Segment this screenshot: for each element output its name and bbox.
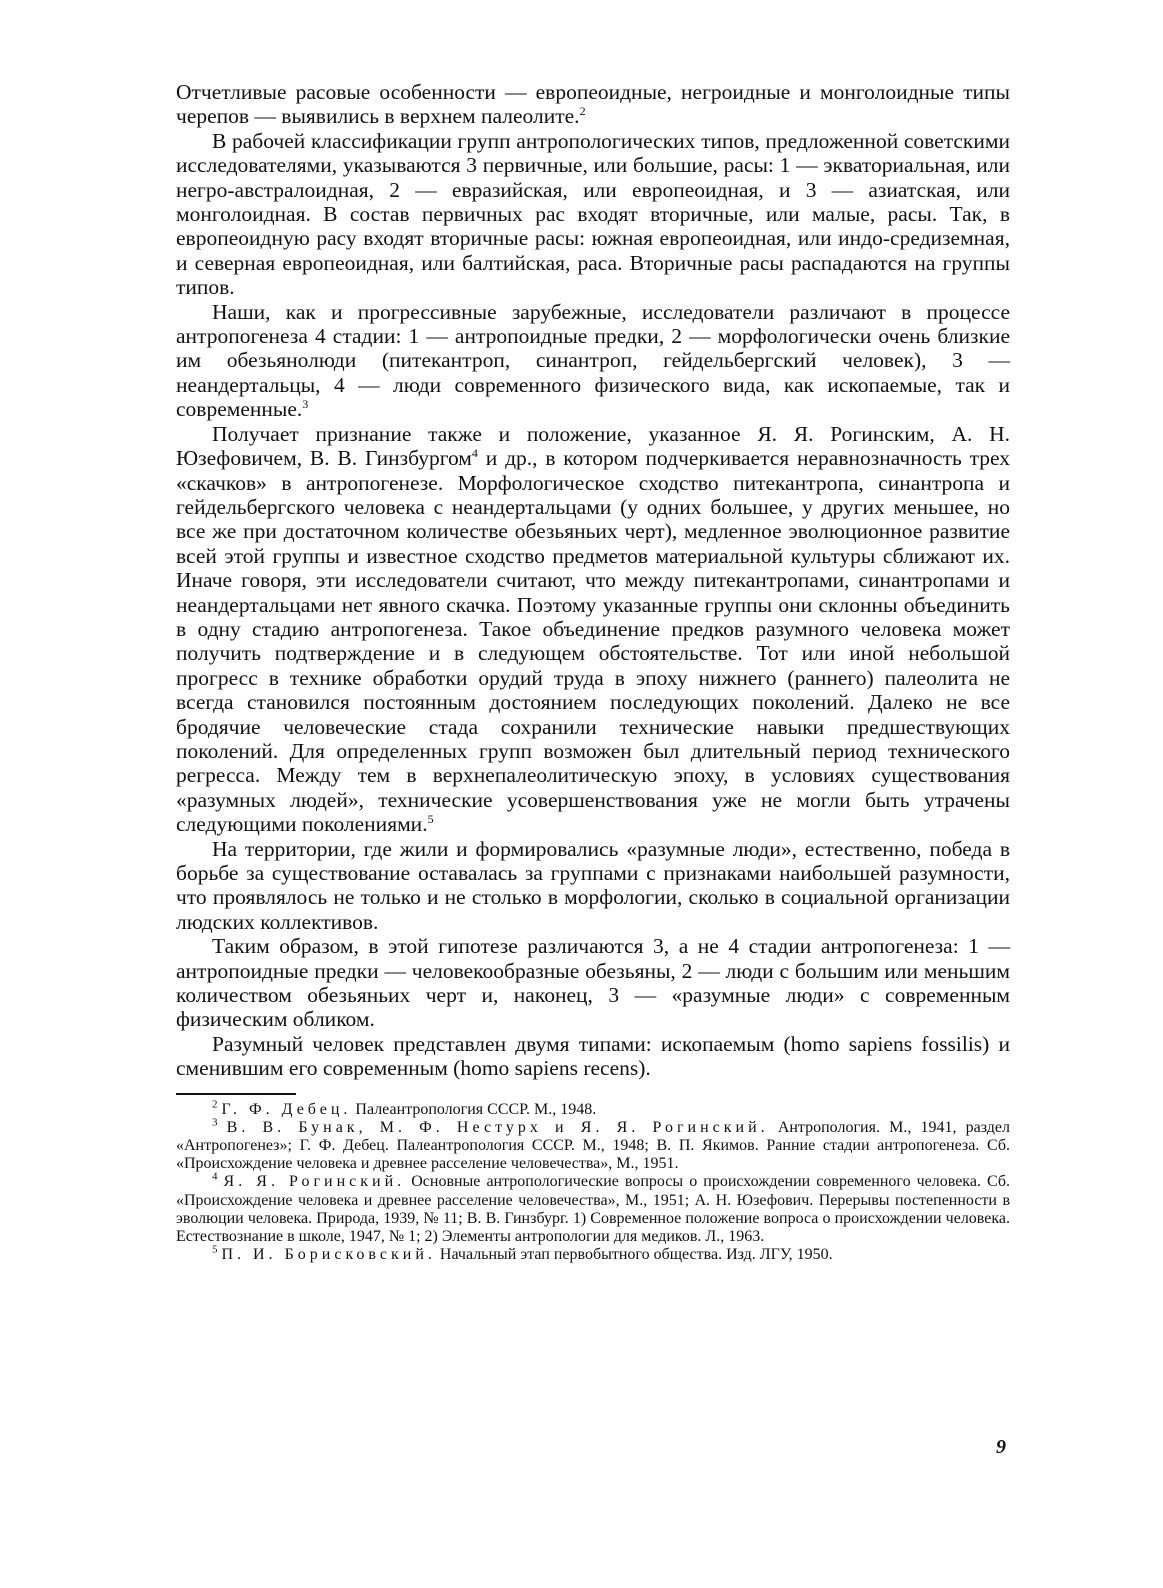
footnote-2 — [176, 1098, 1010, 1119]
paragraph-4 — [176, 422, 1010, 837]
footnote-text: Антропология. М., 1941, раздел «Антропогенез»; Г. Ф. Дебец. Палеантропология СССР. М., 1948; В. П. Якимов. Ранние стадии антропогенеза. Сб. «Происхождение человека и древнее расселение человечества», М., 1951. — [176, 1118, 1011, 1173]
page-content — [176, 80, 1010, 1264]
footnote-author: В. В. Бунак, М. Ф. Нестурх и Я. Я. Рогинский. — [226, 1118, 769, 1136]
footnote-divider — [176, 1093, 296, 1095]
footnote-ref: 5 — [427, 812, 434, 827]
footnote-text: Палеантропология СССР. М., 1948. — [355, 1100, 597, 1118]
footnote-ref: 3 — [302, 397, 309, 412]
paragraph-7 — [176, 1032, 1010, 1081]
footnote-author: П. И. Борисковский. — [221, 1246, 436, 1264]
footnote-mark: 2 — [212, 1098, 218, 1111]
footnote-4 — [176, 1173, 1010, 1246]
paragraph-text: Разумный человек представлен двумя типами: ископаемым (homo sapiens fossilis) и сменившим его современным (homo sapiens recens). — [176, 1031, 1010, 1081]
footnote-5 — [176, 1243, 1010, 1264]
paragraph-1 — [176, 80, 1010, 129]
paragraph-6 — [176, 934, 1010, 1032]
paragraph-2 — [176, 129, 1010, 300]
paragraph-text-rest: и др., в котором подчеркивается неравнозначность трех «скачков» в антропогенезе. Морфологическое сходство питекантропа, синантропа и гейдельбергского человека с неандертальцами (у одних большее, у других меньшее, но все же при достаточном количестве обезьяньих черт), медленное эволюционное развитие всей этой группы и известное сходство предметов материальной культуры сближают их. Иначе говоря, эти исследователи считают, что между питекантропами, синантропами и неандертальцами нет явного скачка. Поэтому указанные группы они склонны объединить в одну стадию антропогенеза. Такое объединение предков разумного человека может получить подтверждение и в следующем обстоятельстве. Тот или иной небольшой прогресс в технике обработки орудий труда в эпоху нижнего (раннего) палеолита не всегда становился постоянным достоянием последующих поколений. Далеко не все бродячие человеческие стада сохранили технические навыки предшествующих поколений. Для определенных групп возможен был длительный период технического регресса. Между тем в верхнепалеолитическую эпоху, в условиях существования «разумных людей», технические усовершенствования уже не могли быть утрачены следующими поколениями. — [176, 446, 1010, 837]
paragraph-text: В рабочей классификации групп антропологических типов, предложенной советскими исследователями, указываются 3 первичные, или большие, расы: 1 — экваториальная, или негро-австралоидная, 2 — евразийская, или европеоидная, и 3 — азиатская, или монголоидная. В состав первичных рас входят вторичные, или малые, расы. Так, в европеоидную расу входят вторичные расы: южная европеоидная, или индо-средиземная, и северная европеоидная, или балтийская, раса. Вторичные расы распадаются на группы типов. — [176, 128, 1010, 300]
footnote-mark: 5 — [212, 1243, 218, 1256]
footnote-author: Г. Ф. Дебец. — [221, 1100, 352, 1118]
footnote-3 — [176, 1116, 1011, 1174]
footnote-mark: 4 — [212, 1171, 218, 1184]
page-number: 9 — [996, 1436, 1006, 1458]
body-text — [176, 80, 1010, 1081]
footnote-ref: 2 — [579, 104, 586, 119]
footnote-mark: 3 — [212, 1116, 218, 1129]
footnote-text: Основные антропологические вопросы о происхождении современного человека. Сб. «Происхождение человека и древнее расселение человечества», М., 1951; А. Н. Юзефович. Перерывы постепенности в эволюции человека. Природа, 1939, № 11; В. В. Гинзбург. 1) Современное положение вопроса о происхождении человека. Естествознание в школе, 1947, № 1; 2) Элементы антропологии для медиков. Л., 1963. — [176, 1173, 1010, 1246]
footnote-ref: 4 — [471, 445, 478, 460]
footnotes — [176, 1098, 1011, 1265]
paragraph-text: Отчетливые расовые особенности — европеоидные, негроидные и монголоидные типы черепов — выявились в верхнем палеолите. — [176, 80, 1010, 129]
paragraph-text-start: Получает признание также и положение, указанное Я. Я. Рогинским, А. Н. Юзефовичем, В. В. Гинзбургом — [176, 421, 1010, 471]
paragraph-text: Наши, как и прогрессивные зарубежные, исследователи различают в процессе антропогенеза 4 стадии: 1 — антропоидные предки, 2 — морфологически очень близкие им обезьянолюди (питекантроп, синантроп, гейдельбергский человек), 3 — неандертальцы, 4 — люди современного физического вида, как ископаемые, так и современные. — [176, 299, 1010, 422]
footnote-author: Я. Я. Рогинский. — [223, 1173, 406, 1191]
paragraph-text: Таким образом, в этой гипотезе различаются 3, а не 4 стадии антропогенеза: 1 — антропоидные предки — человекообразные обезьяны, 2 — люди с большим или меньшим количеством обезьяньих черт и, наконец, 3 — «разумные люди» с современным физическим обликом. — [176, 934, 1010, 1032]
paragraph-5 — [176, 837, 1010, 935]
paragraph-text: На территории, где жили и формировались «разумные люди», естественно, победа в борьбе за существование оставалась за группами с признаками наибольшей разумности, что проявлялось не только и не столько в морфологии, сколько в социальной организации людских коллективов. — [176, 836, 1010, 934]
paragraph-3 — [176, 300, 1010, 422]
footnote-text: Начальный этап первобытного общества. Изд. ЛГУ, 1950. — [439, 1246, 833, 1264]
